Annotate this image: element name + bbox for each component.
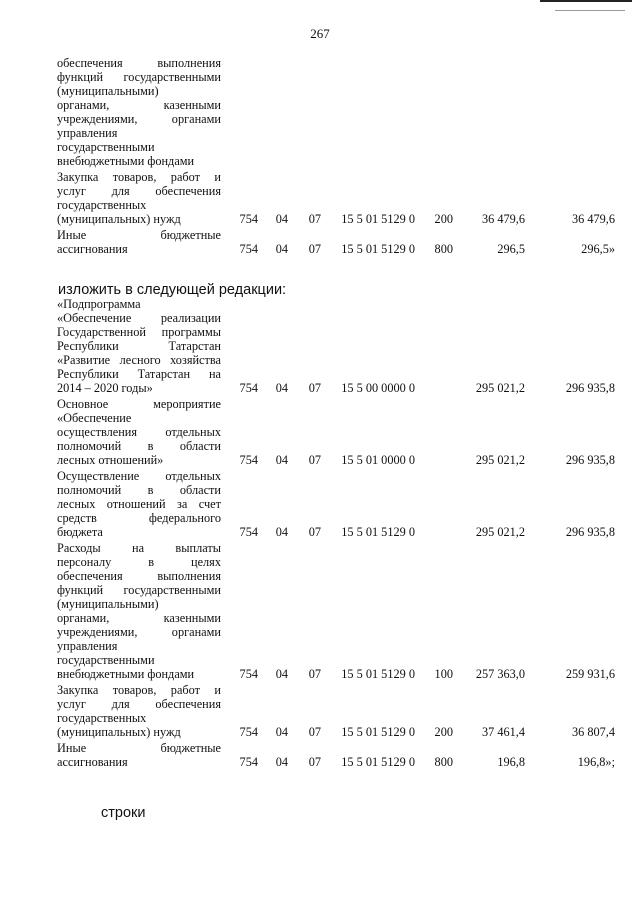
description-line: (муниципальными) [57, 597, 159, 611]
cell-csr: 15 5 01 5129 0 [341, 725, 415, 739]
description-line: органами, казенными [57, 611, 221, 625]
cell-pr: 07 [308, 453, 321, 467]
cell-vr: 800 [434, 242, 453, 256]
description-line: органами, казенными [57, 98, 221, 112]
description-line: лесных отношений» [57, 453, 164, 467]
cell-y2: 296 935,8 [565, 381, 615, 395]
cell-vr: 800 [434, 755, 453, 769]
cell-csr: 15 5 01 5129 0 [341, 755, 415, 769]
cell-rz: 04 [275, 453, 288, 467]
description-line: (муниципальных) нужд [57, 212, 181, 226]
top-budget-table [57, 56, 615, 258]
description-line: учреждениями, органами [57, 112, 221, 126]
description-line: «Обеспечение [57, 411, 132, 425]
row-description [57, 741, 221, 771]
description-line: услуг для обеспечения [57, 184, 221, 198]
description-line: обеспечения выполнения [57, 56, 221, 70]
description-line: «Обеспечение реализации [57, 311, 221, 325]
table-row [57, 541, 615, 683]
cell-csr: 15 5 01 5129 0 [341, 212, 415, 226]
cell-y1: 295 021,2 [475, 525, 525, 539]
cell-vr: 100 [434, 667, 453, 681]
description-line: Расходы на выплаты [57, 541, 221, 555]
description-line: управления [57, 639, 118, 653]
description-line: (муниципальными) [57, 84, 159, 98]
top-rule-secondary [555, 10, 625, 11]
row-description [57, 56, 221, 170]
cell-rz: 04 [275, 725, 288, 739]
cell-vr [415, 397, 453, 469]
description-line: 2014 – 2020 годы» [57, 381, 153, 395]
cell-pr: 07 [308, 725, 321, 739]
cell-y2: 196,8»; [577, 755, 615, 769]
cell-ved: 754 [239, 453, 258, 467]
row-description [57, 170, 221, 228]
cell-csr: 15 5 00 0000 0 [341, 381, 415, 395]
cell-y1: 196,8 [497, 755, 525, 769]
description-line: ассигнования [57, 755, 128, 769]
cell-rz: 04 [275, 242, 288, 256]
cell-vr: 200 [434, 212, 453, 226]
cell-ved: 754 [239, 755, 258, 769]
cell-y1: 296,5 [497, 242, 525, 256]
table-row [57, 170, 615, 228]
cell-y2: 296,5» [581, 242, 615, 256]
description-line: «Подпрограмма [57, 297, 141, 311]
cell-ved: 754 [239, 667, 258, 681]
cell-y2: 259 931,6 [565, 667, 615, 681]
section-heading: изложить в следующей редакции: [58, 282, 287, 298]
cell-vr [415, 469, 453, 541]
cell-y1: 37 461,4 [481, 725, 525, 739]
cell-y2: 36 807,4 [571, 725, 615, 739]
description-line: учреждениями, органами [57, 625, 221, 639]
table-row [57, 56, 615, 170]
cell-ved: 754 [239, 725, 258, 739]
table-row [57, 228, 615, 258]
cell-ved: 754 [239, 212, 258, 226]
table-row [57, 469, 615, 541]
cell-pr: 07 [308, 381, 321, 395]
cell-y1: 295 021,2 [475, 453, 525, 467]
description-line: ассигнования [57, 242, 128, 256]
row-description [57, 683, 221, 741]
cell-pr: 07 [308, 242, 321, 256]
cell-rz [258, 56, 288, 170]
description-line: полномочий в области [57, 439, 221, 453]
description-line: Иные бюджетные [57, 741, 221, 755]
description-line: лесных отношений за счет [57, 497, 221, 511]
row-description [57, 297, 221, 397]
cell-csr: 15 5 01 5129 0 [341, 242, 415, 256]
description-line: Республики Татарстан [57, 339, 221, 353]
cell-pr: 07 [308, 525, 321, 539]
description-line: (муниципальных) нужд [57, 725, 181, 739]
description-line: государственными [57, 140, 155, 154]
cell-ved: 754 [239, 381, 258, 395]
description-line: «Развитие лесного хозяйства [57, 353, 221, 367]
description-line: функций государственными [57, 70, 221, 84]
cell-y1 [453, 56, 525, 170]
description-line: средств федерального [57, 511, 221, 525]
cell-y2: 296 935,8 [565, 525, 615, 539]
row-description [57, 541, 221, 683]
footer-text: строки [101, 805, 146, 821]
table-row [57, 397, 615, 469]
cell-ved [221, 56, 258, 170]
page-number: 267 [310, 26, 330, 41]
cell-y2: 36 479,6 [571, 212, 615, 226]
cell-vr [415, 297, 453, 397]
description-line: государственными [57, 653, 155, 667]
row-description [57, 228, 221, 258]
description-line: полномочий в области [57, 483, 221, 497]
cell-pr: 07 [308, 755, 321, 769]
cell-vr [415, 56, 453, 170]
description-line: государственных [57, 198, 147, 212]
cell-rz: 04 [275, 667, 288, 681]
cell-csr: 15 5 01 0000 0 [341, 453, 415, 467]
description-line: функций государственными [57, 583, 221, 597]
cell-csr: 15 5 01 5129 0 [341, 667, 415, 681]
cell-y1: 295 021,2 [475, 381, 525, 395]
description-line: обеспечения выполнения [57, 569, 221, 583]
description-line: Закупка товаров, работ и [57, 683, 221, 697]
description-line: персоналу в целях [57, 555, 221, 569]
cell-csr [321, 56, 415, 170]
cell-pr: 07 [308, 212, 321, 226]
row-description [57, 469, 221, 541]
cell-y1: 36 479,6 [481, 212, 525, 226]
bottom-budget-table [57, 297, 615, 771]
cell-pr [288, 56, 321, 170]
cell-y1: 257 363,0 [475, 667, 525, 681]
description-line: Республики Татарстан на [57, 367, 221, 381]
cell-ved: 754 [239, 525, 258, 539]
row-description [57, 397, 221, 469]
cell-rz: 04 [275, 525, 288, 539]
table-row [57, 683, 615, 741]
cell-y2 [525, 56, 615, 170]
description-line: осуществления отдельных [57, 425, 221, 439]
description-line: услуг для обеспечения [57, 697, 221, 711]
cell-csr: 15 5 01 5129 0 [341, 525, 415, 539]
cell-rz: 04 [275, 755, 288, 769]
cell-rz: 04 [275, 212, 288, 226]
description-line: Закупка товаров, работ и [57, 170, 221, 184]
description-line: внебюджетными фондами [57, 667, 195, 681]
description-line: Государственной программы [57, 325, 221, 339]
top-rule [540, 0, 632, 2]
table-row [57, 297, 615, 397]
cell-ved: 754 [239, 242, 258, 256]
table-row [57, 741, 615, 771]
description-line: государственных [57, 711, 147, 725]
description-line: Основное мероприятие [57, 397, 221, 411]
cell-vr: 200 [434, 725, 453, 739]
cell-rz: 04 [275, 381, 288, 395]
cell-pr: 07 [308, 667, 321, 681]
description-line: управления [57, 126, 118, 140]
description-line: Осуществление отдельных [57, 469, 221, 483]
description-line: бюджета [57, 525, 103, 539]
description-line: внебюджетными фондами [57, 154, 195, 168]
description-line: Иные бюджетные [57, 228, 221, 242]
cell-y2: 296 935,8 [565, 453, 615, 467]
